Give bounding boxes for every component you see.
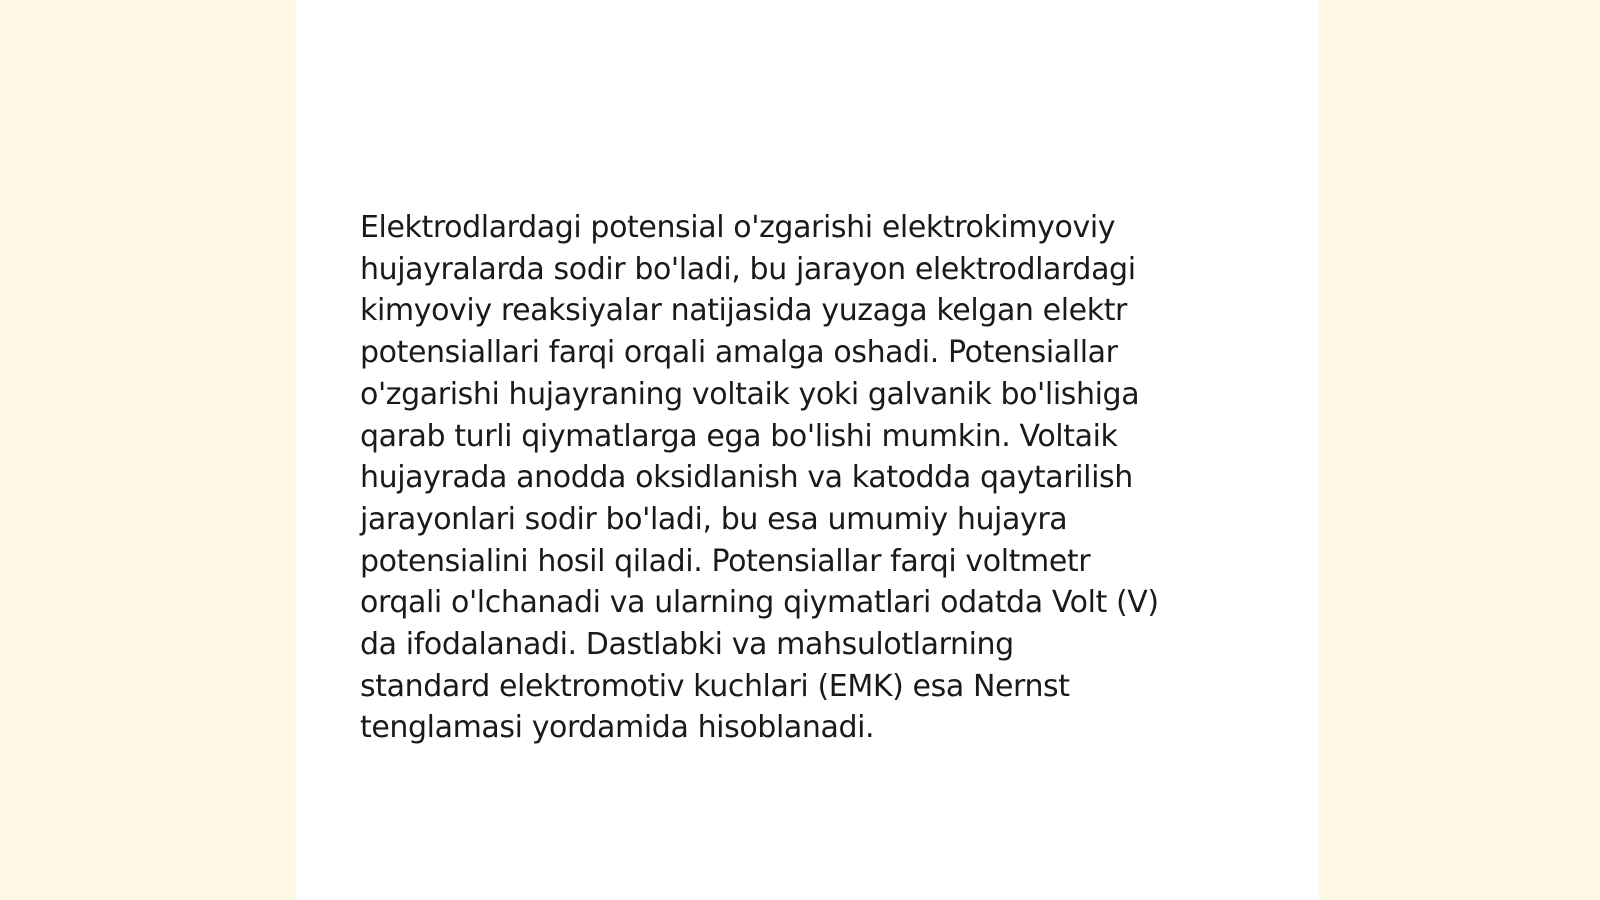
paragraph-line-3: kimyoviy reaksiyalar natijasida yuzaga kelgan elektr — [360, 293, 1127, 329]
paragraph-line-12: standard elektromotiv kuchlari (EMK) esa Nernst — [360, 668, 1070, 704]
paragraph-line-8: jarayonlari sodir bo'ladi, bu esa umumiy hujayra — [360, 501, 1068, 537]
paragraph-line-1: Elektrodlardagi potensial o'zgarishi elektrokimyoviy — [360, 210, 1116, 245]
paragraph-line-4: potensiallari farqi orqali amalga oshadi. Potensiallar — [360, 335, 1118, 371]
paragraph-line-13: tenglamasi yordamida hisoblanadi. — [360, 710, 875, 746]
paragraph-line-9: potensialini hosil qiladi. Potensiallar farqi voltmetr — [360, 543, 1091, 579]
paragraph-line-10: orqali o'lchanadi va ularning qiymatlari odatda Volt (V) — [360, 585, 1159, 621]
paragraph-line-7: hujayrada anodda oksidlanish va katodda qaytarilish — [360, 460, 1133, 496]
paragraph-line-5: o'zgarishi hujayraning voltaik yoki galvanik bo'lishiga — [360, 376, 1140, 412]
paragraph-line-2: hujayralarda sodir bo'ladi, bu jarayon elektrodlardagi — [360, 251, 1136, 287]
body-paragraph — [360, 207, 1260, 749]
paragraph-line-6: qarab turli qiymatlarga ega bo'lishi mumkin. Voltaik — [360, 418, 1118, 454]
slide-canvas — [296, 0, 1319, 900]
paragraph-line-11: da ifodalanadi. Dastlabki va mahsulotlarning — [360, 627, 1014, 663]
